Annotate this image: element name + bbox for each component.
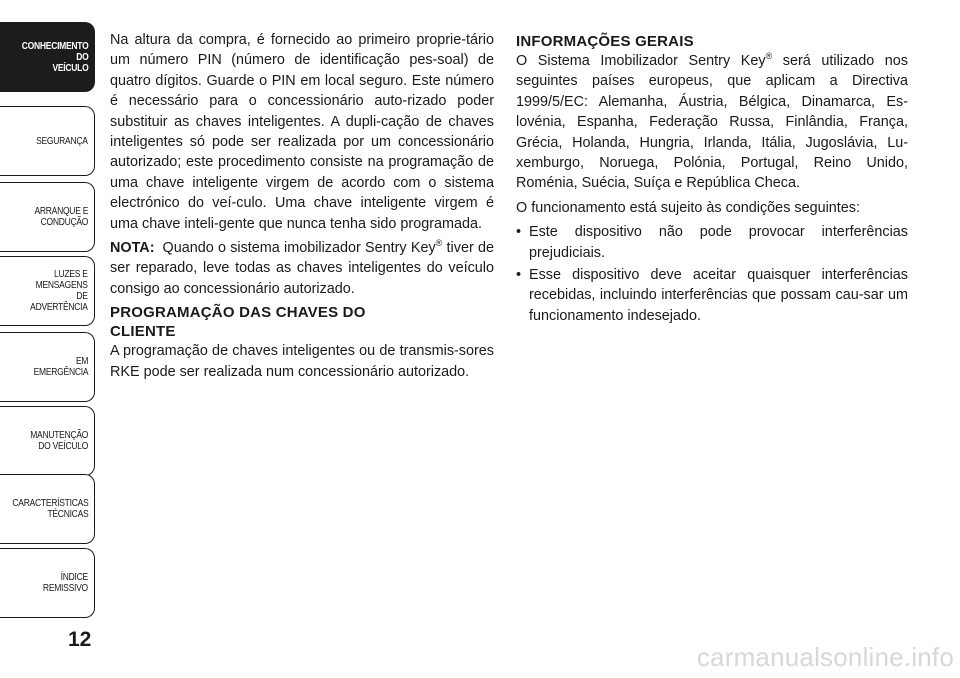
tab-indice-remissivo[interactable] [0, 548, 95, 618]
tab-caracteristicas-tecnicas[interactable] [0, 474, 95, 544]
tab-label: SEGURANÇA [36, 135, 88, 147]
note-text-cont: tiver de ser reparado, leve todas as chaves inteligentes do veículo consigo ao concessionário autorizado. [110, 240, 494, 297]
list-item: • Esse dispositivo deve aceitar quaisquer interferências recebidas, incluindo interferências que possam cau-sar um funcionamento indesejado. [516, 265, 908, 326]
tab-label: MANUTENÇÃO DO VEÍCULO [30, 430, 88, 452]
page-number: 12 [68, 628, 92, 651]
note-paragraph [110, 238, 494, 299]
tab-label: EM EMERGÊNCIA [33, 356, 88, 378]
tab-label: CARACTERÍSTICAS TÉCNICAS [12, 498, 88, 520]
tab-conhecimento-do-veiculo[interactable] [0, 22, 95, 92]
countries-paragraph [516, 51, 908, 194]
countries-text-cont: será utilizado nos seguintes países europeus, que aplicam a Directiva 1999/5/EC: Alemanha, Áustria, Bélgica, Dinamarca, Es-lovénia, Espanha, Federação Russa, Finlândia, França, Grécia, Holanda, Hungria, Irlanda, Itália, Jugoslávia, Lu-xemburgo, Noruega, Polónia, Portugal, Reino Unido, Roménia, Suécia, Suíça e República Checa. [516, 53, 909, 192]
tab-arranque-e-conducao[interactable] [0, 182, 95, 252]
tab-seguranca[interactable] [0, 106, 95, 176]
tab-luzes-e-mensagens[interactable] [0, 256, 95, 326]
registered-mark: ® [765, 51, 773, 62]
tab-label: ARRANQUE E CONDUÇÃO [34, 206, 88, 228]
watermark-text: carmanualsonline.info [696, 642, 954, 672]
tab-manutencao-do-veiculo[interactable] [0, 406, 95, 476]
note-text: Quando o sistema imobilizador Sentry Key [162, 240, 436, 257]
right-column [516, 30, 908, 328]
note-label: NOTA: [110, 240, 155, 257]
tab-label: ÍNDICE REMISSIVO [43, 572, 88, 594]
left-column [110, 30, 494, 386]
programming-paragraph: A programação de chaves inteligentes ou de transmis-sores RKE pode ser realizada num concessionário autorizado. [110, 343, 494, 380]
section-heading-informacoes: INFORMAÇÕES GERAIS [516, 33, 694, 50]
conditions-list [516, 222, 908, 326]
tab-label: CONHECIMENTO DO VEÍCULO [21, 40, 88, 74]
section-heading-programacao: PROGRAMAÇÃO DAS CHAVES DO CLIENTE [110, 304, 366, 341]
registered-mark: ® [435, 238, 443, 249]
intro-paragraph: Na altura da compra, é fornecido ao primeiro proprie-tário um número PIN (número de identificação pes-soal) de quatro dígitos. Guarde o PIN em local seguro. Este número é necessário para o concessionário auto-rizado poder substituir as chaves inteligentes. A dupli-cação de chaves inteligentes só pode ser realizada por um concessionário autorizado; este procedimento consiste na programação de uma chave inteligente virgem de acordo com o sistema electrónico do veí-culo. Uma chave inteligente virgem é uma chave inteli-gente que nunca tenha sido programada. [110, 32, 494, 232]
conditions-paragraph: O funcionamento está sujeito às condições seguintes: [516, 199, 860, 216]
tab-label: LUZES E MENSAGENS DE ADVERTÊNCIA [30, 269, 88, 313]
countries-text: O Sistema Imobilizador Sentry Key [516, 53, 766, 69]
list-item: • Este dispositivo não pode provocar interferências prejudiciais. [516, 222, 908, 263]
tab-em-emergencia[interactable] [0, 332, 95, 402]
